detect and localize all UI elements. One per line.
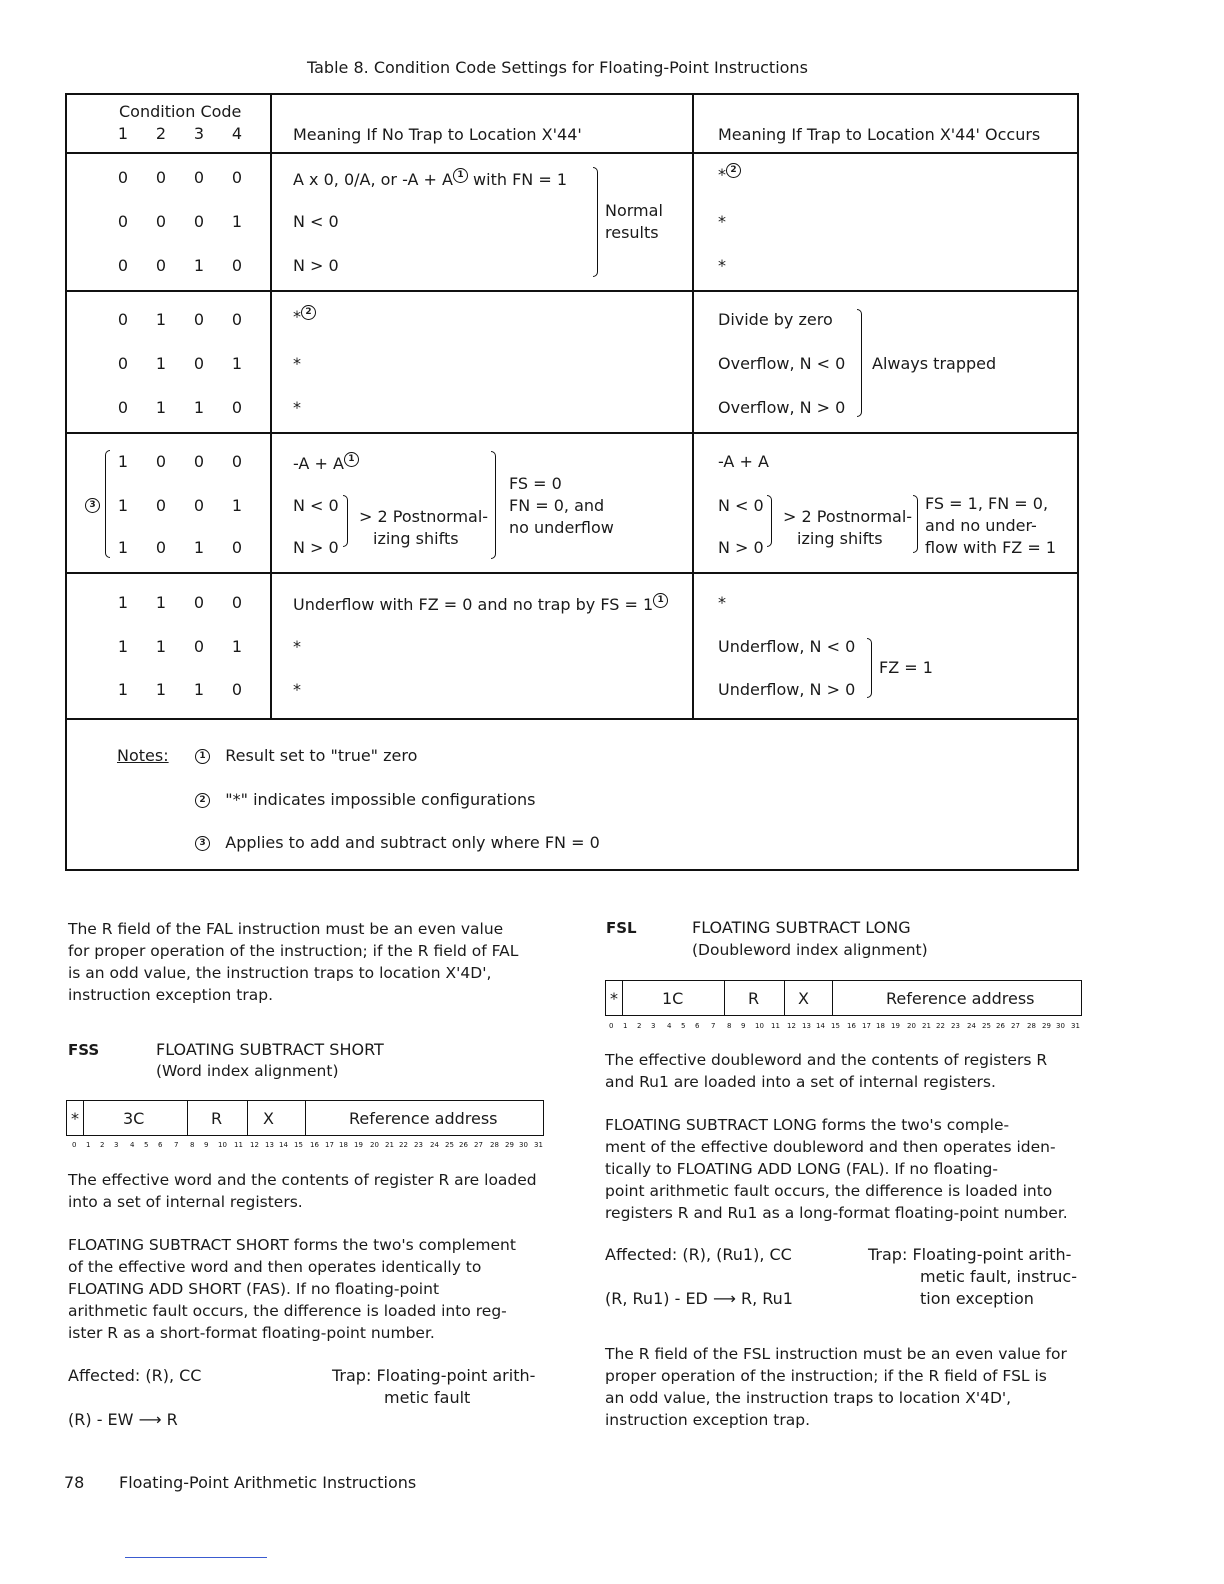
svg-text:29: 29 — [1042, 1022, 1051, 1030]
cc-bit-label: 2 — [155, 124, 167, 143]
notes-label: Notes: — [117, 746, 169, 765]
text-line: tically to FLOATING ADD LONG (FAL). If no floating- — [605, 1160, 998, 1178]
svg-text:26: 26 — [996, 1022, 1005, 1030]
field-divider — [83, 1101, 84, 1135]
mid-label: izing shifts — [797, 529, 883, 548]
note-item — [195, 746, 417, 765]
fal-note-paragraph — [68, 918, 554, 1006]
svg-text:14: 14 — [816, 1022, 825, 1030]
svg-text:1: 1 — [623, 1022, 628, 1030]
fss-instruction-format — [66, 1100, 544, 1136]
text-line: The R field of the FAL instruction must be an even value — [68, 920, 504, 938]
group-divider — [67, 290, 1077, 292]
field-divider — [724, 981, 725, 1015]
svg-text:27: 27 — [474, 1141, 483, 1149]
brace-label: results — [605, 223, 659, 242]
opcode-field: 3C — [123, 1109, 145, 1128]
meaning-text-suffix: with FN = 1 — [467, 169, 568, 189]
svg-text:25: 25 — [982, 1022, 991, 1030]
cc-digit: 1 — [155, 354, 167, 373]
cc-digit: 0 — [155, 212, 167, 231]
field-divider — [622, 981, 623, 1015]
text-line: into a set of internal registers. — [68, 1193, 303, 1211]
cc-digit: 0 — [193, 452, 205, 471]
note-ref-icon: 1 — [453, 171, 468, 182]
cc-bit-label: 4 — [231, 124, 243, 143]
column-divider — [270, 95, 272, 719]
right-brace — [767, 495, 772, 547]
cc-digit: 0 — [231, 310, 243, 329]
field-divider — [305, 1101, 306, 1135]
svg-text:7: 7 — [711, 1022, 716, 1030]
cc-digit: 1 — [155, 637, 167, 656]
cc-digit: 0 — [231, 256, 243, 275]
text-line: registers R and Ru1 as a long-format floating-point number. — [605, 1204, 1068, 1222]
meaning-text: N > 0 — [293, 538, 339, 557]
cc-digit: 0 — [155, 538, 167, 557]
note-ref-icon: 1 — [344, 455, 359, 466]
cc-digit: 1 — [155, 680, 167, 699]
text-line: proper operation of the instruction; if the R field of FSL is — [605, 1367, 1047, 1385]
meaning-text: N > 0 — [293, 256, 339, 275]
trap-meaning: N > 0 — [718, 538, 764, 557]
trap-meaning: -A + A — [718, 452, 769, 471]
svg-text:27: 27 — [1011, 1022, 1020, 1030]
svg-text:15: 15 — [294, 1141, 303, 1149]
svg-text:10: 10 — [755, 1022, 764, 1030]
svg-text:19: 19 — [891, 1022, 900, 1030]
trap-meaning — [718, 163, 741, 184]
column-divider — [692, 95, 694, 719]
svg-text:21: 21 — [385, 1141, 394, 1149]
cc-digit: 1 — [117, 680, 129, 699]
fsl-paragraph-1 — [605, 1049, 1091, 1093]
note-text: Applies to add and subtract only where FN = 0 — [225, 833, 600, 852]
fsl-subtitle: (Doubleword index alignment) — [692, 941, 928, 959]
group-divider — [67, 572, 1077, 574]
cc-digit: 0 — [231, 593, 243, 612]
cc-digit: 1 — [155, 310, 167, 329]
svg-text:2: 2 — [637, 1022, 642, 1030]
cc-digit: 1 — [231, 354, 243, 373]
svg-text:30: 30 — [519, 1141, 528, 1149]
indirect-flag: * — [71, 1109, 79, 1128]
fss-trap: Trap: Floating-point arith- — [332, 1366, 536, 1385]
svg-text:12: 12 — [250, 1141, 259, 1149]
brace-label: FS = 1, FN = 0, — [925, 494, 1049, 513]
svg-text:28: 28 — [490, 1141, 499, 1149]
cc-digit: 1 — [231, 637, 243, 656]
svg-text:30: 30 — [1056, 1022, 1065, 1030]
svg-text:20: 20 — [907, 1022, 916, 1030]
cc-digit: 0 — [117, 212, 129, 231]
fsl-paragraph-2 — [605, 1114, 1105, 1224]
svg-text:24: 24 — [430, 1141, 439, 1149]
x-field: X — [263, 1109, 274, 1128]
cc-digit: 0 — [231, 680, 243, 699]
fss-trap-cont: metic fault — [384, 1388, 471, 1407]
svg-text:11: 11 — [771, 1022, 780, 1030]
field-divider — [832, 981, 833, 1015]
svg-text:0: 0 — [72, 1141, 77, 1149]
cc-digit: 1 — [117, 496, 129, 515]
svg-text:24: 24 — [967, 1022, 976, 1030]
meaning-text — [293, 452, 359, 473]
meaning-text: N < 0 — [293, 212, 339, 231]
svg-text:28: 28 — [1027, 1022, 1036, 1030]
fss-formula: (R) - EW ⟶ R — [68, 1410, 178, 1429]
text-line: The R field of the FSL instruction must be an even value for — [605, 1345, 1067, 1363]
svg-text:22: 22 — [936, 1022, 945, 1030]
cc-digit: 0 — [155, 168, 167, 187]
brace-label: FN = 0, and — [509, 496, 605, 515]
svg-text:19: 19 — [354, 1141, 363, 1149]
brace-label: FZ = 1 — [879, 658, 933, 677]
svg-text:9: 9 — [741, 1022, 746, 1030]
note-ref-icon: 1 — [653, 596, 668, 607]
text-line: an odd value, the instruction traps to location X'4D', — [605, 1389, 1012, 1407]
cc-digit: 1 — [231, 496, 243, 515]
meaning-text: * — [293, 680, 301, 699]
cc-digit: 0 — [193, 310, 205, 329]
field-divider — [247, 1101, 248, 1135]
svg-text:23: 23 — [414, 1141, 423, 1149]
text-line: and Ru1 are loaded into a set of internal registers. — [605, 1073, 996, 1091]
indirect-flag: * — [610, 989, 618, 1008]
cc-digit: 0 — [231, 398, 243, 417]
note-text: "*" indicates impossible configurations — [225, 790, 536, 809]
note-ref-icon: 3 — [85, 495, 100, 514]
fsl-trap: Trap: Floating-point arith- — [868, 1245, 1072, 1264]
left-brace — [105, 450, 110, 558]
svg-text:16: 16 — [310, 1141, 319, 1149]
cc-digit: 0 — [193, 593, 205, 612]
cc-digit: 1 — [193, 680, 205, 699]
svg-text:6: 6 — [158, 1141, 163, 1149]
fss-affected: Affected: (R), CC — [68, 1366, 202, 1385]
text-line: point arithmetic fault occurs, the difference is loaded into — [605, 1182, 1053, 1200]
mid-label: > 2 Postnormal- — [359, 507, 489, 526]
fss-paragraph-2 — [68, 1234, 554, 1344]
text-line: of the effective word and then operates identically to — [68, 1258, 482, 1276]
right-brace — [867, 638, 872, 698]
svg-text:23: 23 — [951, 1022, 960, 1030]
meaning-text — [293, 305, 316, 326]
note-number-icon: 2 — [195, 793, 210, 808]
r-field: R — [748, 989, 760, 1008]
svg-text:7: 7 — [174, 1141, 179, 1149]
text-line: ister R as a short-format floating-point number. — [68, 1324, 435, 1342]
svg-text:18: 18 — [876, 1022, 885, 1030]
fsl-formula: (R, Ru1) - ED ⟶ R, Ru1 — [605, 1289, 793, 1308]
fsl-title: FLOATING SUBTRACT LONG — [692, 918, 911, 937]
cc-digit: 0 — [117, 310, 129, 329]
svg-text:9: 9 — [204, 1141, 209, 1149]
trap-meaning: Overflow, N < 0 — [718, 354, 846, 373]
svg-text:13: 13 — [802, 1022, 811, 1030]
fss-paragraph-1 — [68, 1169, 554, 1213]
note-number-icon: 1 — [195, 749, 210, 764]
svg-text:21: 21 — [922, 1022, 931, 1030]
text-line: arithmetic fault occurs, the difference is loaded into reg- — [68, 1302, 507, 1320]
right-brace — [857, 309, 862, 417]
text-line: for proper operation of the instruction; if the R field of FAL — [68, 942, 519, 960]
right-brace — [913, 495, 918, 553]
cc-digit: 0 — [155, 496, 167, 515]
brace-label: and no under- — [925, 516, 1037, 535]
bit-position-scale — [70, 1139, 546, 1151]
meaning-text: N < 0 — [293, 496, 339, 515]
text-line: FLOATING ADD SHORT (FAS). If no floating-point — [68, 1280, 440, 1298]
cc-bit-label: 3 — [193, 124, 205, 143]
brace-label: flow with FZ = 1 — [925, 538, 1056, 557]
svg-text:12: 12 — [787, 1022, 796, 1030]
cc-digit: 0 — [193, 168, 205, 187]
group-divider — [67, 432, 1077, 434]
right-brace — [593, 167, 598, 277]
meaning-text — [293, 168, 567, 189]
fsl-note-paragraph — [605, 1343, 1105, 1431]
trap-header: Meaning If Trap to Location X'44' Occurs — [718, 125, 1041, 144]
note-item — [195, 790, 536, 809]
meaning-text-main: -A + A — [293, 453, 344, 473]
meaning-text-main: * — [293, 306, 301, 326]
svg-text:2: 2 — [100, 1141, 105, 1149]
fsl-affected: Affected: (R), (Ru1), CC — [605, 1245, 792, 1264]
svg-text:17: 17 — [325, 1141, 334, 1149]
mid-label: izing shifts — [373, 529, 459, 548]
svg-text:31: 31 — [534, 1141, 543, 1149]
svg-text:18: 18 — [339, 1141, 348, 1149]
text-line: is an odd value, the instruction traps to location X'4D', — [68, 964, 492, 982]
opcode-field: 1C — [662, 989, 684, 1008]
svg-text:0: 0 — [609, 1022, 614, 1030]
cc-digit: 1 — [193, 256, 205, 275]
svg-text:16: 16 — [847, 1022, 856, 1030]
text-line: ment of the effective doubleword and then operates iden- — [605, 1138, 1056, 1156]
svg-text:4: 4 — [130, 1141, 135, 1149]
trap-meaning: Divide by zero — [718, 310, 833, 329]
right-brace — [343, 495, 348, 547]
cc-digit: 1 — [155, 593, 167, 612]
svg-text:15: 15 — [831, 1022, 840, 1030]
svg-text:10: 10 — [218, 1141, 227, 1149]
header-divider — [67, 152, 1077, 154]
cc-digit: 0 — [193, 637, 205, 656]
no-trap-header: Meaning If No Trap to Location X'44' — [293, 125, 582, 144]
r-field: R — [211, 1109, 223, 1128]
cc-digit: 0 — [117, 398, 129, 417]
svg-text:8: 8 — [190, 1141, 195, 1149]
reference-address-field: Reference address — [349, 1109, 498, 1128]
cc-digit: 1 — [193, 398, 205, 417]
meaning-text: * — [293, 637, 301, 656]
svg-text:3: 3 — [651, 1022, 656, 1030]
x-field: X — [798, 989, 809, 1008]
svg-text:20: 20 — [370, 1141, 379, 1149]
meaning-text — [293, 593, 668, 614]
cc-bit-label: 1 — [117, 124, 129, 143]
trap-meaning: N < 0 — [718, 496, 764, 515]
fsl-mnemonic: FSL — [606, 919, 637, 937]
cc-digit: 0 — [117, 168, 129, 187]
cc-digit: 1 — [117, 593, 129, 612]
meaning-text-main: Underflow with FZ = 0 and no trap by FS = 1 — [293, 594, 654, 614]
condition-code-table — [65, 93, 1079, 871]
text-line: The effective doubleword and the contents of registers R — [605, 1051, 1048, 1069]
trap-meaning: * — [718, 212, 726, 231]
field-divider — [784, 981, 785, 1015]
cc-digit: 0 — [193, 354, 205, 373]
brace-label: Always trapped — [872, 354, 997, 373]
svg-text:14: 14 — [279, 1141, 288, 1149]
trap-meaning: * — [718, 256, 726, 275]
reference-address-field: Reference address — [886, 989, 1035, 1008]
trap-meaning-text: * — [718, 164, 726, 184]
svg-text:22: 22 — [399, 1141, 408, 1149]
svg-text:25: 25 — [445, 1141, 454, 1149]
bit-scale-graphic — [607, 1020, 1083, 1030]
note-number-icon: 3 — [195, 836, 210, 851]
page-number: 78 — [64, 1473, 85, 1492]
trap-meaning: Underflow, N > 0 — [718, 680, 856, 699]
svg-text:6: 6 — [695, 1022, 700, 1030]
svg-text:3: 3 — [114, 1141, 119, 1149]
section-title: Floating-Point Arithmetic Instructions — [119, 1473, 417, 1492]
cc-digit: 1 — [193, 538, 205, 557]
svg-text:31: 31 — [1071, 1022, 1080, 1030]
field-divider — [187, 1101, 188, 1135]
cc-digit: 0 — [193, 496, 205, 515]
svg-text:8: 8 — [727, 1022, 732, 1030]
footer-rule — [125, 1557, 267, 1558]
text-line: instruction exception trap. — [68, 986, 274, 1004]
meaning-text-main: A x 0, 0/A, or -A + A — [293, 169, 453, 189]
fss-title: FLOATING SUBTRACT SHORT — [156, 1040, 384, 1059]
cc-digit: 0 — [231, 168, 243, 187]
fss-mnemonic: FSS — [68, 1041, 100, 1059]
cc-digit: 0 — [117, 256, 129, 275]
text-line: The effective word and the contents of register R are loaded — [68, 1171, 537, 1189]
brace-label: Normal — [605, 201, 663, 220]
cc-digit: 1 — [155, 398, 167, 417]
trap-meaning: Underflow, N < 0 — [718, 637, 856, 656]
fsl-instruction-format — [605, 980, 1082, 1016]
meaning-text: * — [293, 354, 301, 373]
cc-digit: 0 — [231, 452, 243, 471]
text-line: FLOATING SUBTRACT LONG forms the two's comple- — [605, 1116, 1010, 1134]
svg-text:11: 11 — [234, 1141, 243, 1149]
right-brace — [491, 451, 496, 559]
svg-text:26: 26 — [459, 1141, 468, 1149]
brace-label: no underflow — [509, 518, 614, 537]
cc-digit: 0 — [117, 354, 129, 373]
svg-text:5: 5 — [681, 1022, 686, 1030]
notes-divider — [67, 718, 1077, 720]
svg-text:1: 1 — [86, 1141, 91, 1149]
cc-digit: 0 — [193, 212, 205, 231]
note-text: Result set to "true" zero — [225, 746, 418, 765]
note-ref-icon: 2 — [301, 308, 316, 319]
fsl-trap-cont: metic fault, instruc- — [920, 1267, 1077, 1286]
bit-position-scale — [607, 1020, 1083, 1032]
svg-text:17: 17 — [862, 1022, 871, 1030]
cc-digit: 0 — [155, 256, 167, 275]
cc-digit: 1 — [231, 212, 243, 231]
cc-digit: 0 — [155, 452, 167, 471]
meaning-text: * — [293, 398, 301, 417]
note-ref-icon: 2 — [726, 166, 741, 177]
svg-text:4: 4 — [667, 1022, 672, 1030]
table-caption: Table 8. Condition Code Settings for Floating-Point Instructions — [307, 58, 808, 77]
trap-meaning: Overflow, N > 0 — [718, 398, 846, 417]
svg-text:5: 5 — [144, 1141, 149, 1149]
text-line: instruction exception trap. — [605, 1411, 811, 1429]
condition-code-header: Condition Code — [119, 102, 242, 121]
cc-digit: 0 — [231, 538, 243, 557]
trap-meaning: * — [718, 593, 726, 612]
svg-text:13: 13 — [265, 1141, 274, 1149]
fss-subtitle: (Word index alignment) — [156, 1062, 339, 1080]
cc-digit: 1 — [117, 637, 129, 656]
bit-scale-graphic — [70, 1139, 546, 1149]
cc-digit: 1 — [117, 452, 129, 471]
mid-label: > 2 Postnormal- — [783, 507, 913, 526]
text-line: FLOATING SUBTRACT SHORT forms the two's complement — [68, 1236, 516, 1254]
brace-label: FS = 0 — [509, 474, 562, 493]
cc-digit: 1 — [117, 538, 129, 557]
note-item — [195, 833, 600, 852]
svg-text:29: 29 — [505, 1141, 514, 1149]
fsl-trap-cont: tion exception — [920, 1289, 1034, 1308]
